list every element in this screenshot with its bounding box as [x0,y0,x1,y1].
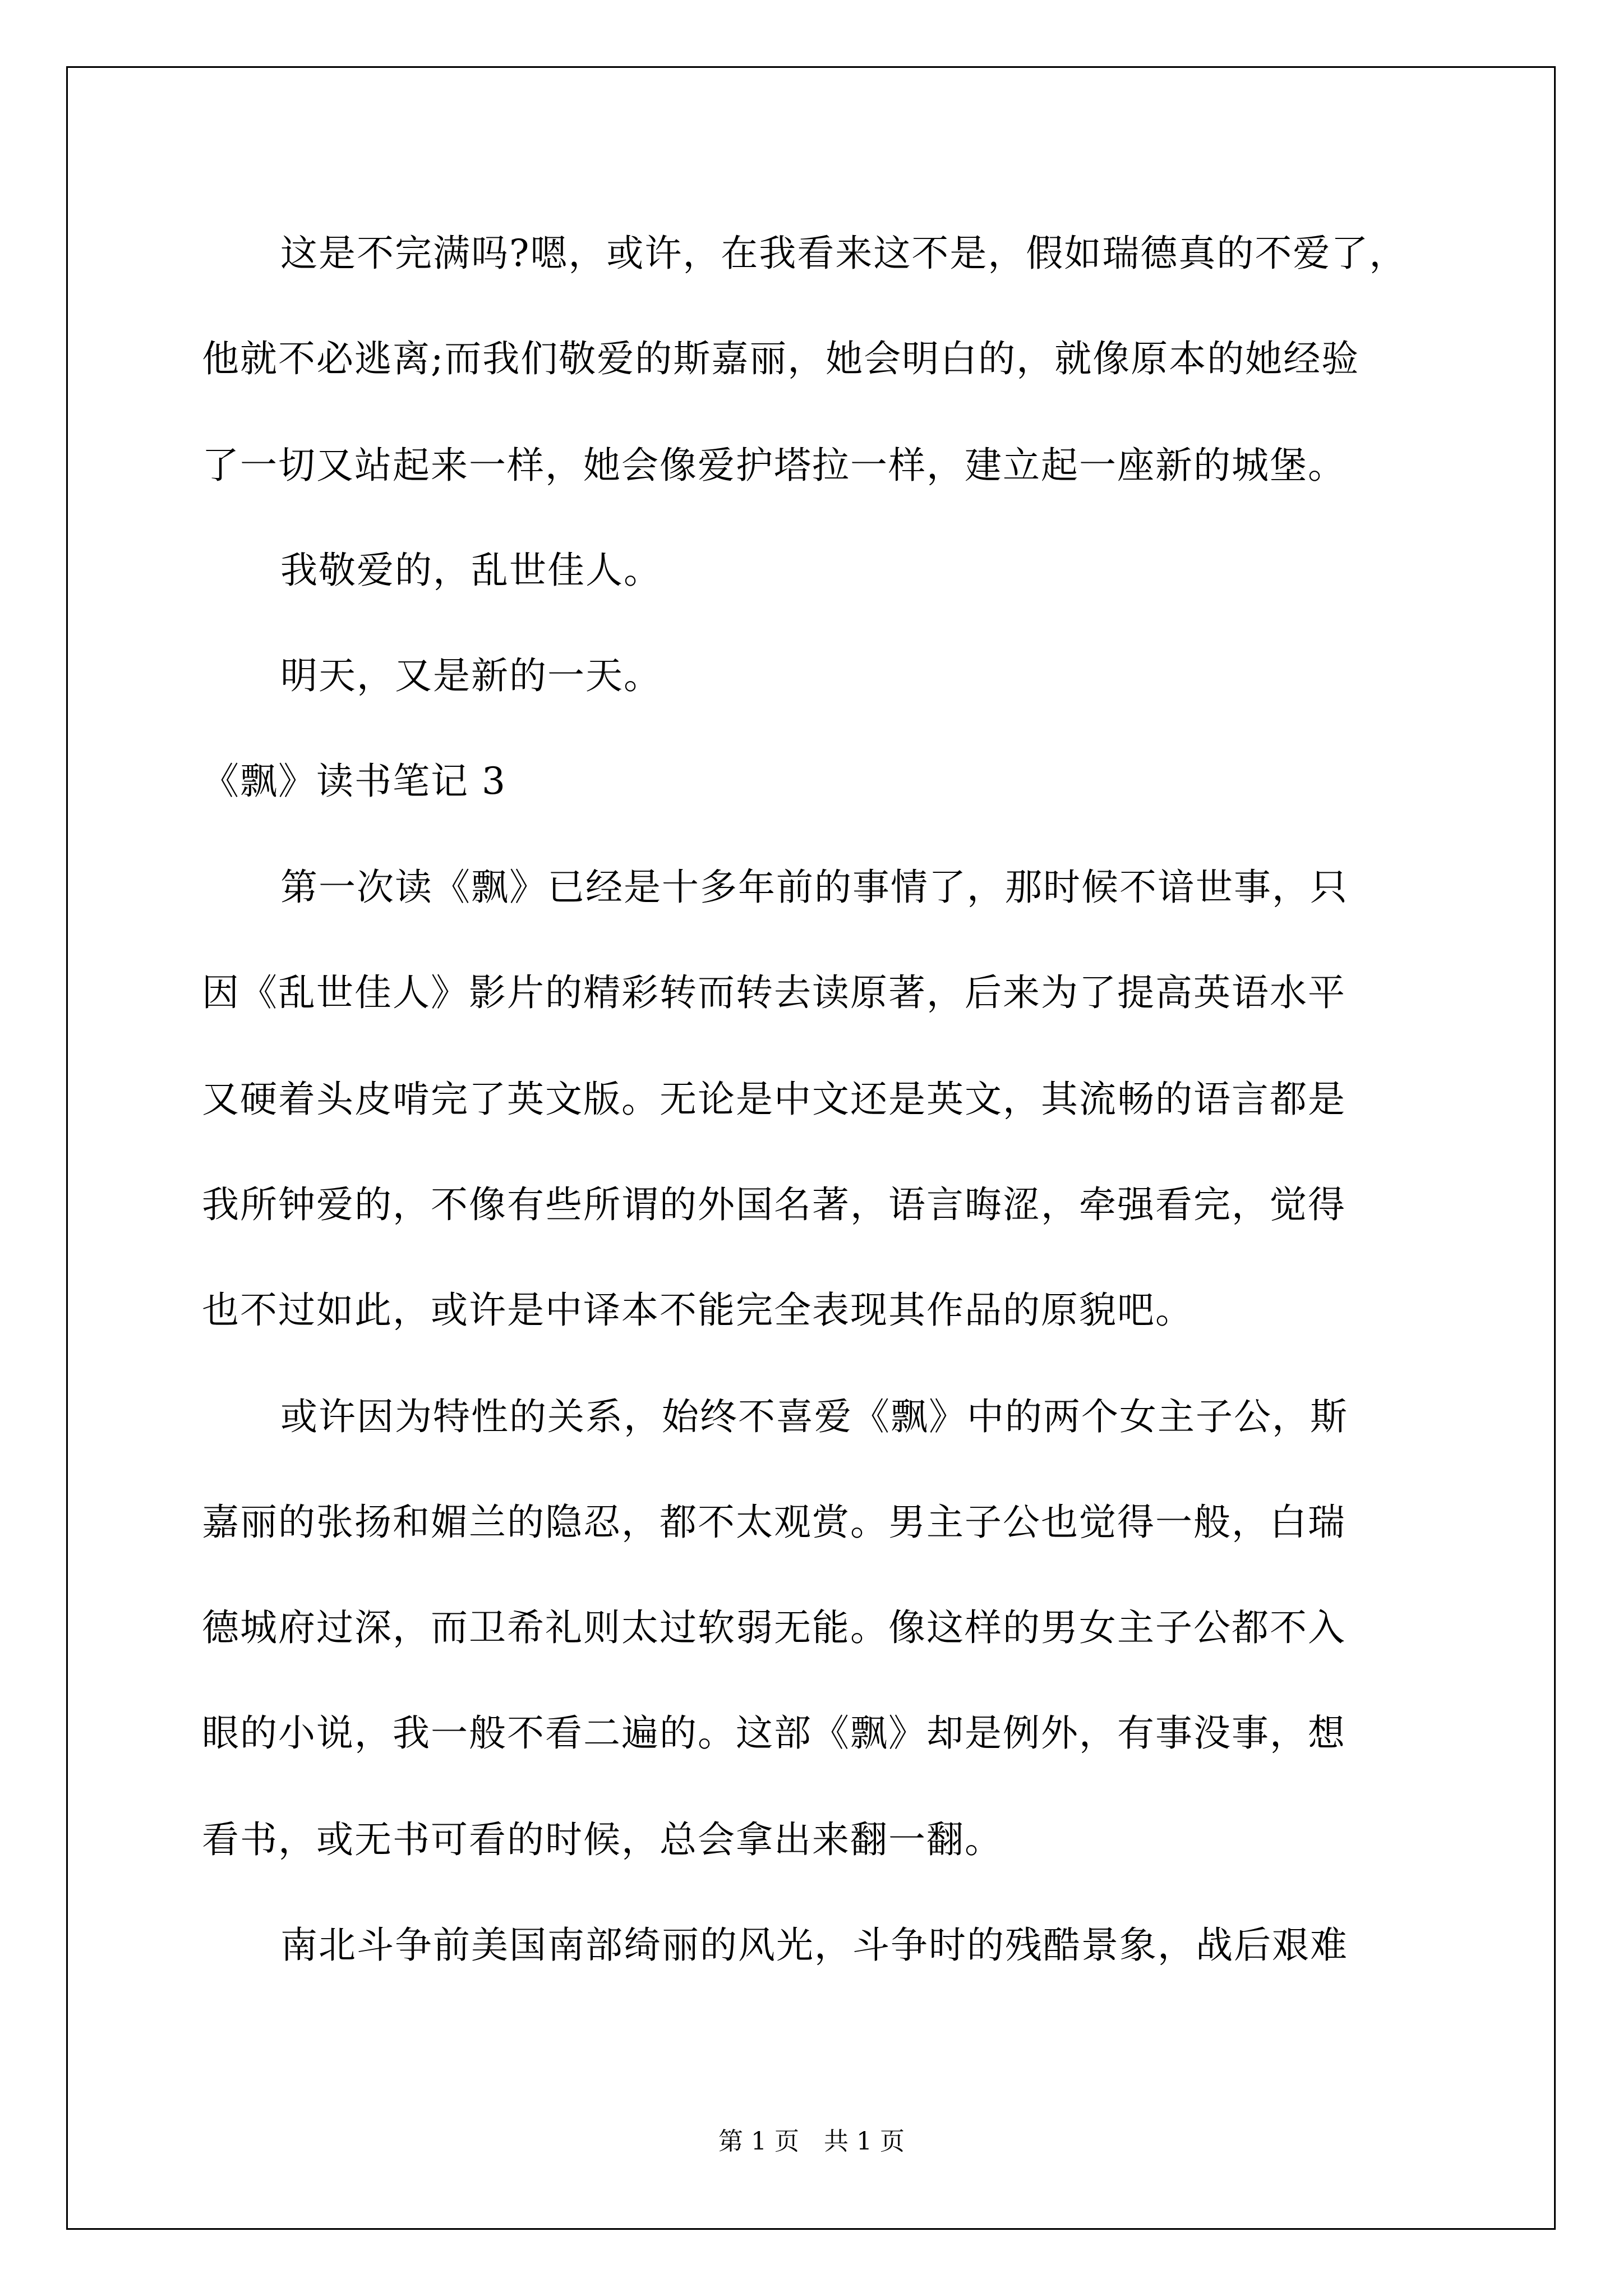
paragraph-line: 我敬爱的，乱世佳人。 [280,549,662,592]
paragraph-line: 第一次读《飘》已经是十多年前的事情了，那时候不谙世事，只 [280,866,1348,909]
paragraph-line: 嘉丽的张扬和媚兰的隐忍，都不太观赏。男主子公也觉得一般，白瑞 [202,1501,1346,1544]
paragraph-line: 他就不必逃离;而我们敬爱的斯嘉丽，她会明白的，就像原本的她经验 [202,337,1360,380]
paragraph-line: 了一切又站起来一样，她会像爱护塔拉一样，建立起一座新的城堡。 [202,444,1346,487]
page-border [66,66,1556,2230]
section-heading: 《飘》读书笔记 3 [202,760,506,803]
paragraph-line: 这是不完满吗?嗯，或许，在我看来这不是，假如瑞德真的不爱了， [280,232,1408,275]
paragraph-line: 又硬着头皮啃完了英文版。无论是中文还是英文，其流畅的语言都是 [202,1078,1346,1121]
paragraph-line: 我所钟爱的，不像有些所谓的外国名著，语言晦涩，牵强看完，觉得 [202,1183,1346,1226]
page-footer: 第 1 页 共 1 页 [718,2127,905,2156]
paragraph-line: 也不过如此，或许是中译本不能完全表现其作品的原貌吧。 [202,1289,1193,1332]
paragraph-line: 德城府过深，而卫希礼则太过软弱无能。像这样的男女主子公都不入 [202,1606,1346,1649]
paragraph-line: 看书，或无书可看的时候，总会拿出来翻一翻。 [202,1818,1003,1861]
paragraph-line: 明天，又是新的一天。 [280,654,662,697]
paragraph-line: 眼的小说，我一般不看二遍的。这部《飘》却是例外，有事没事，想 [202,1711,1346,1755]
paragraph-line: 或许因为特性的关系，始终不喜爱《飘》中的两个女主子公，斯 [280,1395,1348,1438]
paragraph-line: 南北斗争前美国南部绮丽的风光，斗争时的残酷景象，战后艰难 [280,1924,1348,1967]
paragraph-line: 因《乱世佳人》影片的精彩转而转去读原著，后来为了提高英语水平 [202,971,1346,1014]
